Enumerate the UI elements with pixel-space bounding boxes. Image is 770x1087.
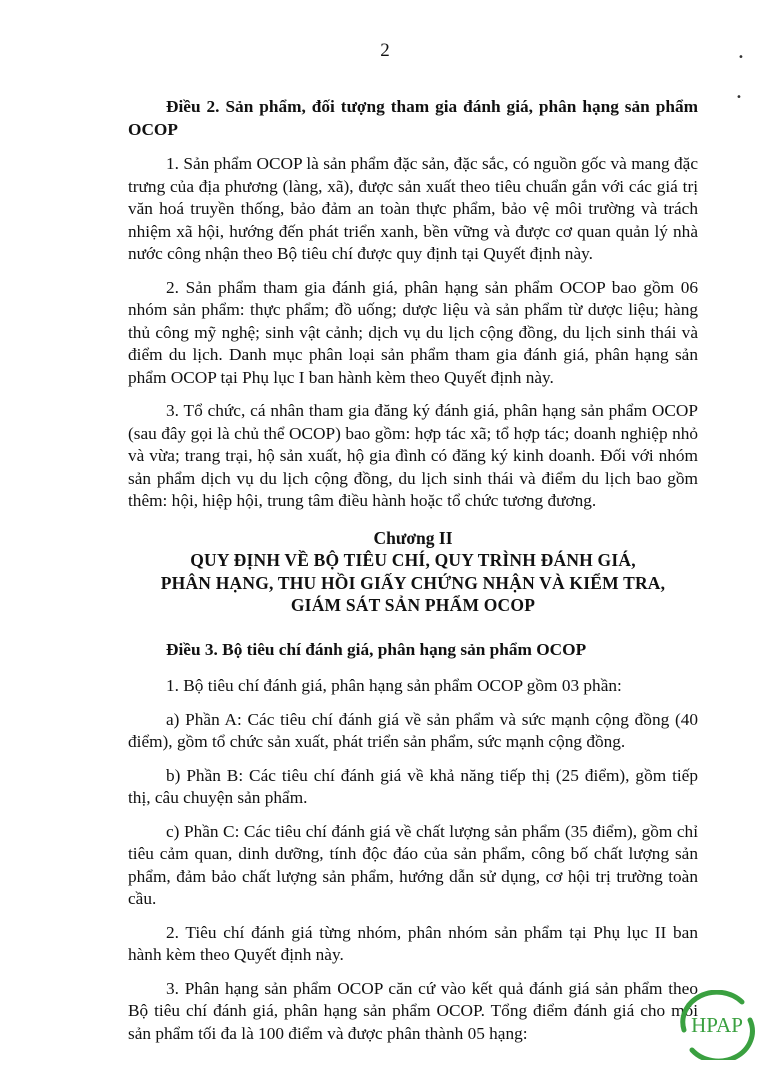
chapter-title-line: GIÁM SÁT SẢN PHẨM OCOP (290, 595, 536, 615)
article-2-title (128, 96, 698, 141)
article-3-paragraph: b) Phần B: Các tiêu chí đánh giá về khả năng tiếp thị (25 điểm), gồm tiếp thị, câu chuyện sản phẩm. (128, 765, 698, 807)
article-2-paragraph: 2. Sản phẩm tham gia đánh giá, phân hạng sản phẩm OCOP bao gồm 06 nhóm sản phẩm: thực phẩm; đồ uống; dược liệu và sản phẩm từ dược liệu; hàng thủ công mỹ nghệ; sinh vật cảnh; dịch vụ du lịch cộng đồng, du lịch sinh thái và điểm du lịch. Danh mục phân loại sản phẩm tham gia đánh giá, phân hạng sản phẩm OCOP tại Phụ lục I ban hành kèm theo Quyết định này. (128, 277, 698, 387)
chapter-heading (128, 527, 698, 617)
scan-speck: • (738, 52, 744, 63)
chapter-title-line: QUY ĐỊNH VỀ BỘ TIÊU CHÍ, QUY TRÌNH ĐÁNH GIÁ, (190, 550, 636, 570)
article-3-paragraph: 2. Tiêu chí đánh giá từng nhóm, phân nhóm sản phẩm tại Phụ lục II ban hành kèm theo Quyết định này. (128, 922, 698, 964)
scan-speck: • (736, 92, 742, 103)
chapter-title-line: PHÂN HẠNG, THU HỒI GIẤY CHỨNG NHẬN VÀ KIỂM TRA, (160, 572, 666, 593)
article-2-paragraph: 3. Tổ chức, cá nhân tham gia đăng ký đánh giá, phân hạng sản phẩm OCOP (sau đây gọi là chủ thể OCOP) bao gồm: hợp tác xã; tổ hợp tác; doanh nghiệp nhỏ và vừa; trang trại, hộ sản xuất, hộ gia đình có đăng ký kinh doanh. Đối với nhóm sản phẩm dịch vụ du lịch cộng đồng, du lịch sinh thái và điểm du lịch bao gồm thêm: hội, hiệp hội, trung tâm điều hành hoặc tổ chức tương đương. (128, 401, 698, 510)
article-2-title-text: Điều 2. Sản phẩm, đối tượng tham gia đánh giá, phân hạng sản phẩm OCOP (128, 97, 698, 139)
article-3-paragraph: 3. Phân hạng sản phẩm OCOP căn cứ vào kết quả đánh giá sản phẩm theo Bộ tiêu chí đánh giá, phân hạng sản phẩm OCOP. Tổng điểm đánh giá cho mỗi sản phẩm tối đa là 100 điểm và được phân thành 05 hạng: (128, 978, 698, 1043)
article-2-paragraph: 1. Sản phẩm OCOP là sản phẩm đặc sản, đặc sắc, có nguồn gốc và mang đặc trưng của địa phương (làng, xã), được sản xuất theo tiêu chuẩn gắn với các giá trị văn hoá truyền thống, bảo đảm an toàn thực phẩm, bảo vệ môi trường và trách nhiệm xã hội, hướng đến phát triển xanh, bền vững và được cơ quan quản lý nhà nước công nhận theo Bộ tiêu chí được quy định tại Quyết định này. (128, 154, 698, 263)
article-3-title: Điều 3. Bộ tiêu chí đánh giá, phân hạng sản phẩm OCOP (166, 639, 587, 659)
article-3-paragraph: c) Phần C: Các tiêu chí đánh giá về chất lượng sản phẩm (35 điểm), gồm chỉ tiêu cảm quan, dinh dưỡng, tính độc đáo của sản phẩm, công bố chất lượng sản phẩm, đảm bảo chất lượng sản phẩm, hướng dẫn sử dụng, cơ hội trị trường toàn cầu. (128, 821, 698, 908)
chapter-label: Chương II (373, 527, 453, 548)
logo-text: HPAP (691, 1013, 743, 1037)
article-3-paragraph: 1. Bộ tiêu chí đánh giá, phân hạng sản phẩm OCOP gồm 03 phần: (166, 676, 622, 695)
document-body (128, 96, 698, 1056)
hpap-logo (672, 990, 762, 1060)
page-number: 2 (380, 40, 390, 61)
article-3-paragraph: a) Phần A: Các tiêu chí đánh giá về sản phẩm và sức mạnh cộng đồng (40 điểm), gồm tổ chức sản xuất, phát triển sản phẩm, sức mạnh cộng đồng. (128, 709, 698, 751)
